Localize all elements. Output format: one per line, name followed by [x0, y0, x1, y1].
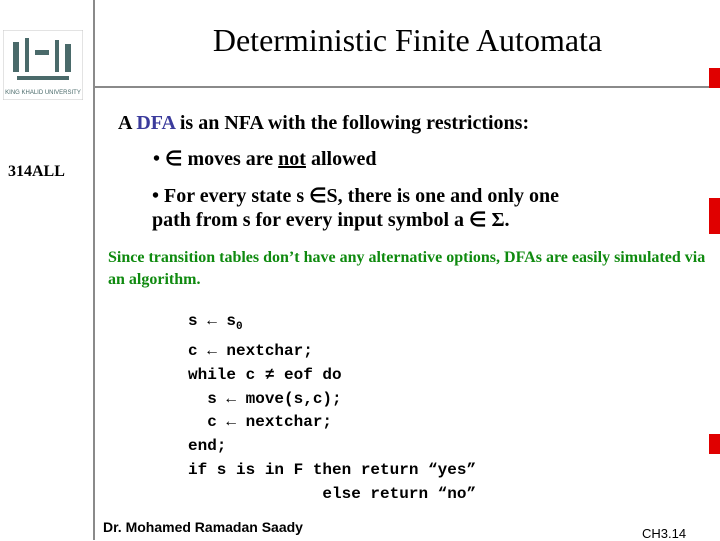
intro-suffix: is an NFA with the following restrictions: [174, 112, 530, 134]
code-line-6: end; [188, 437, 227, 456]
decor-red-bar-1 [709, 68, 720, 88]
code-line-1-subscript: 0 [236, 321, 243, 334]
bullet-epsilon-moves [153, 146, 377, 171]
simulation-note: Since transition tables don’t have any alternative options, DFAs are easily simulated via an algorithm. [108, 249, 706, 288]
author-footer: Dr. Mohamed Ramadan Saady [103, 519, 303, 535]
bullet-unique-path [152, 184, 559, 232]
bullet2-line1: • For every state s ∈S, there is one and only one [152, 185, 559, 207]
code-line-3: while c ≠ eof do [188, 365, 342, 384]
page-number: CH3.14 [642, 526, 687, 541]
course-code: 314ALL [8, 163, 65, 180]
bullet2-line2: path from s for every input symbol a ∈ Σ. [152, 209, 510, 231]
vertical-divider [93, 0, 95, 540]
code-line-8: else return “no” [188, 484, 477, 503]
code-line-1 [188, 310, 476, 340]
decor-red-bar-3 [709, 434, 720, 454]
university-logo [3, 30, 83, 100]
intro-highlight: DFA [136, 112, 175, 134]
intro-text [118, 112, 529, 135]
dfa-algorithm-code [188, 310, 476, 507]
epsilon-symbol: ∈ [165, 148, 183, 170]
code-line-7: if s is in F then return “yes” [188, 460, 477, 479]
bullet-dot: • [153, 148, 161, 170]
bullet1-before: moves are [182, 148, 279, 170]
code-line-4: s ← move(s,c); [188, 389, 342, 408]
logo-caption: KING KHALID UNIVERSITY [5, 90, 81, 96]
bullet1-underlined: not [278, 148, 306, 170]
bullet1-after: allowed [305, 148, 377, 170]
decor-red-bar-2 [709, 198, 720, 234]
intro-prefix: A [118, 112, 137, 134]
code-line-1-text: s ← s [188, 312, 237, 330]
header-divider [93, 86, 720, 88]
code-line-2: c ← nextchar; [188, 341, 313, 360]
code-line-5: c ← nextchar; [188, 413, 333, 432]
slide-title: Deterministic Finite Automata [212, 22, 603, 58]
